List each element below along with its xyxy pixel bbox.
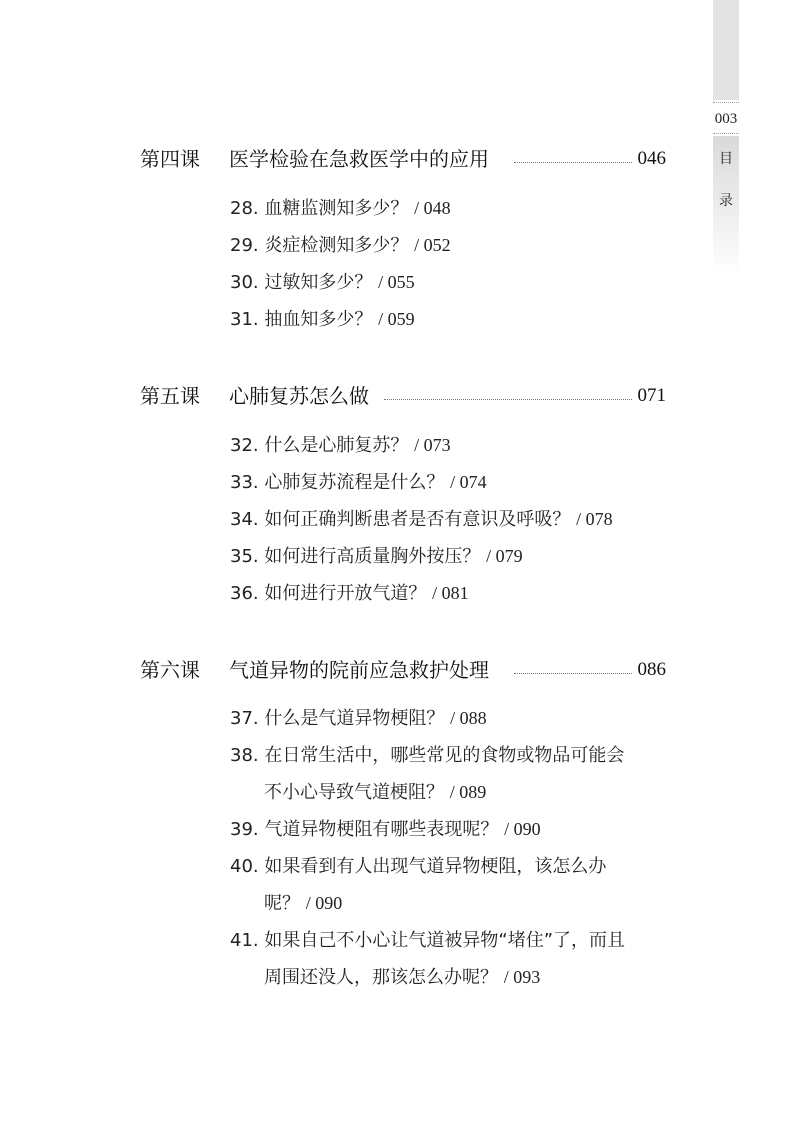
item-page: / 090 bbox=[305, 893, 343, 913]
toc-item[interactable] bbox=[230, 190, 670, 227]
item-text: 抽血知多少？ bbox=[264, 309, 373, 330]
side-tab-top bbox=[713, 0, 739, 100]
lesson-number: 第四课 bbox=[140, 147, 200, 171]
item-page: / 078 bbox=[576, 509, 613, 529]
toc-item[interactable] bbox=[230, 737, 670, 811]
item-page: / 059 bbox=[378, 309, 415, 329]
toc-item[interactable] bbox=[230, 301, 670, 338]
item-page: / 052 bbox=[414, 235, 451, 255]
item-number: 37. bbox=[230, 708, 259, 729]
item-number: 32. bbox=[230, 435, 259, 456]
item-page: / 088 bbox=[450, 708, 487, 728]
item-text: 如果看到有人出现气道异物梗阻，该怎么办 bbox=[264, 856, 607, 877]
item-text: 什么是心肺复苏？ bbox=[264, 435, 409, 456]
item-text: 过敏知多少？ bbox=[264, 272, 373, 293]
item-page: / 055 bbox=[378, 272, 415, 292]
item-text-continued: 不小心导致气道梗阻？ bbox=[264, 782, 444, 803]
item-text: 血糖监测知多少？ bbox=[264, 198, 409, 219]
item-text: 如何进行高质量胸外按压？ bbox=[264, 546, 481, 567]
item-text: 炎症检测知多少？ bbox=[264, 235, 409, 256]
lesson-title: 心肺复苏怎么做 bbox=[229, 381, 371, 411]
lesson-number: 第五课 bbox=[140, 384, 200, 408]
item-text: 如何正确判断患者是否有意识及呼吸？ bbox=[264, 509, 571, 530]
item-text: 气道异物梗阻有哪些表现呢？ bbox=[264, 819, 499, 840]
lesson-heading bbox=[140, 381, 666, 411]
lesson-page: 046 bbox=[636, 144, 667, 174]
lesson-page: 071 bbox=[636, 381, 667, 411]
toc-item[interactable] bbox=[230, 848, 670, 922]
item-page: / 089 bbox=[449, 782, 487, 802]
item-number: 39. bbox=[230, 819, 259, 840]
toc-item[interactable] bbox=[230, 501, 670, 538]
lesson-page: 086 bbox=[636, 655, 667, 685]
lesson-title: 医学检验在急救医学中的应用 bbox=[229, 144, 491, 174]
toc-item[interactable] bbox=[230, 922, 670, 996]
item-page: / 074 bbox=[450, 472, 487, 492]
item-text-continued: 周围还没人，那该怎么办呢？ bbox=[264, 967, 498, 988]
item-number: 29. bbox=[230, 235, 259, 256]
item-page: / 081 bbox=[432, 583, 469, 603]
item-number: 30. bbox=[230, 272, 259, 293]
item-number: 40. bbox=[230, 856, 259, 877]
item-text: 什么是气道异物梗阻？ bbox=[264, 708, 445, 729]
toc-item[interactable] bbox=[230, 575, 670, 612]
item-text: 心肺复苏流程是什么？ bbox=[264, 472, 445, 493]
item-number: 33. bbox=[230, 472, 259, 493]
item-page: / 090 bbox=[504, 819, 541, 839]
lesson-heading bbox=[140, 655, 666, 685]
toc-item[interactable] bbox=[230, 427, 670, 464]
item-number: 31. bbox=[230, 309, 259, 330]
toc-item[interactable] bbox=[230, 538, 670, 575]
toc-item[interactable] bbox=[230, 264, 670, 301]
contents-label-bottom: 录 bbox=[719, 193, 733, 209]
item-text: 在日常生活中，哪些常见的食物或物品可能会 bbox=[264, 745, 625, 766]
dot-leader bbox=[514, 162, 632, 163]
side-tab-divider bbox=[713, 102, 739, 103]
lesson-title: 气道异物的院前应急救护处理 bbox=[229, 655, 491, 685]
lesson-number: 第六课 bbox=[140, 658, 200, 682]
item-number: 34. bbox=[230, 509, 259, 530]
page-number: 003 bbox=[714, 111, 738, 127]
dot-leader bbox=[514, 673, 632, 674]
item-page: / 079 bbox=[486, 546, 523, 566]
toc-item[interactable] bbox=[230, 227, 670, 264]
item-number: 28. bbox=[230, 198, 259, 219]
item-text: 如果自己不小心让气道被异物“堵住”了，而且 bbox=[264, 930, 626, 951]
toc-item[interactable] bbox=[230, 700, 670, 737]
item-page: / 093 bbox=[503, 967, 541, 987]
side-tab-divider bbox=[713, 133, 739, 134]
item-number: 35. bbox=[230, 546, 259, 567]
item-number: 36. bbox=[230, 583, 259, 604]
item-page: / 048 bbox=[414, 198, 451, 218]
item-number: 38. bbox=[230, 745, 259, 766]
item-text: 如何进行开放气道？ bbox=[264, 583, 427, 604]
contents-label-top: 目 bbox=[719, 151, 733, 167]
toc-item[interactable] bbox=[230, 811, 670, 848]
item-number: 41. bbox=[230, 930, 259, 951]
toc-item[interactable] bbox=[230, 464, 670, 501]
item-text-continued: 呢？ bbox=[264, 893, 300, 914]
lesson-heading bbox=[140, 144, 666, 174]
dot-leader bbox=[384, 399, 632, 400]
item-page: / 073 bbox=[414, 435, 451, 455]
